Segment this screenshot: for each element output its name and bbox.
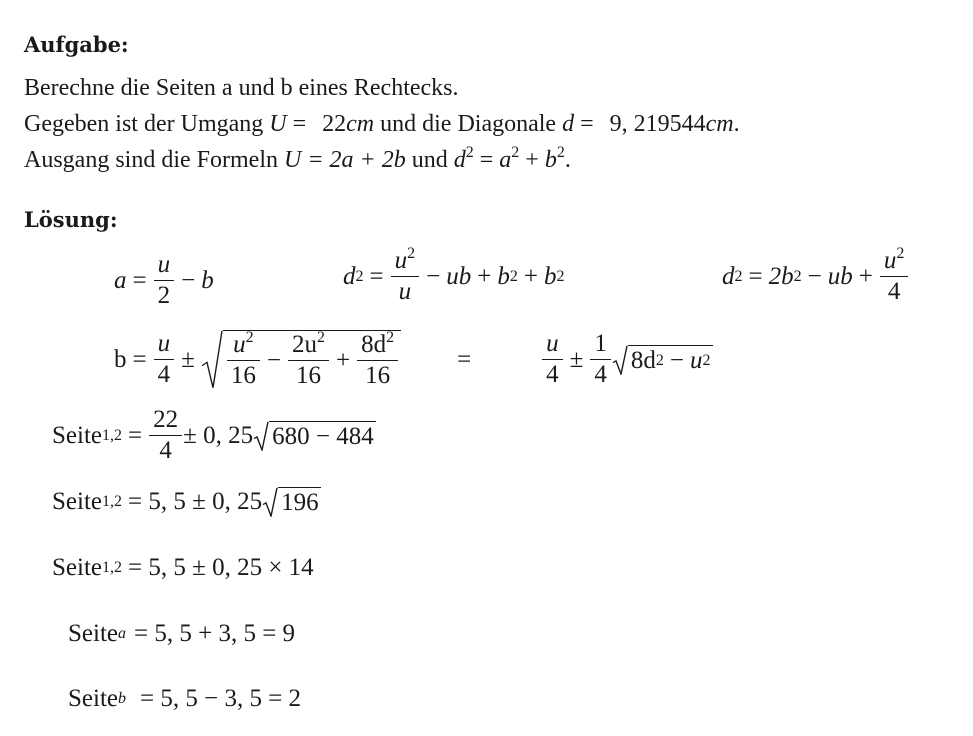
equation-seite-12-step2: Seite 1,2 = 5, 5 ± 0, 25 196	[52, 488, 319, 516]
square-root-small: 8d 2 − u 2	[612, 345, 713, 375]
equation-seite-12-step3: Seite 1,2 = 5, 5 ± 0, 25 × 14	[52, 554, 314, 581]
equation-d-squared-2: d 2 = 2b 2 − ub + $\frac{u^2}{4}$	[722, 248, 909, 306]
task-line-1: Berechne die Seiten a und b eines Rechtecks.	[24, 75, 459, 101]
task-text	[24, 70, 740, 178]
equation-b: b = $\frac{u}{4}$ ± $\frac{u^2}{16}$ − $\frac{2u^2}{16}$ + $\frac{8d^2}{16}$ = $\frac{u}{4}$ ± $\frac{1}{4}$ 8d 2 − u 2	[114, 329, 711, 390]
square-root-large: $\frac{u^2}{16}$ − $\frac{2u^2}{16}$ + $\frac{8d^2}{16}$	[201, 330, 401, 390]
equation-seite-a: Seite a = 5, 5 + 3, 5 = 9	[68, 620, 296, 647]
task-line-2: Gegeben ist der Umgang U = 22cm und die Diagonale d = 9, 219544cm.	[24, 111, 740, 137]
task-line-3: Ausgang sind die Formeln U = 2a + 2b und $d^2 = a^2 + b^2$.	[24, 144, 571, 173]
equation-seite-12-step1: Seite 1,2 = $\frac{22}{4}$ ± 0, 25 680 − 484	[52, 406, 374, 465]
equation-seite-b: Seite b = 5, 5 − 3, 5 = 2	[68, 685, 302, 712]
equation-a: a = $\frac{u}{2}$ − b	[114, 251, 214, 310]
solution-heading: Lösung:	[24, 207, 118, 232]
equation-d-squared-1: d 2 = $\frac{u^2}{u}$ − ub + b 2 + b 2	[343, 245, 565, 306]
task-heading: Aufgabe:	[24, 32, 129, 57]
